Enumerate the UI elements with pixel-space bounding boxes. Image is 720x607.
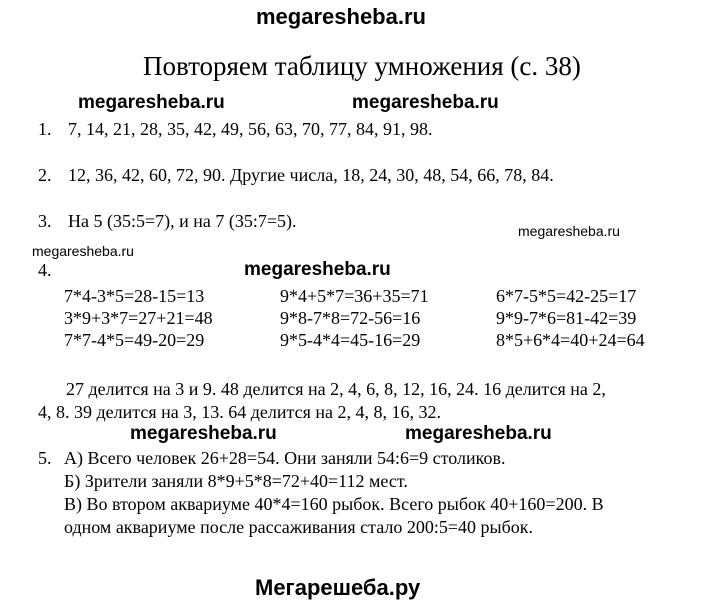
equation: 9*9-7*6=81-42=39 [496, 308, 637, 328]
equation: 9*5-4*4=45-16=29 [280, 330, 421, 350]
list-item [38, 164, 554, 186]
item-number: 2. [38, 165, 52, 185]
watermark: megaresheba.ru [32, 243, 134, 259]
equation: 7*4-3*5=28-15=13 [64, 286, 205, 306]
equation: 7*7-4*5=49-20=29 [64, 330, 205, 350]
watermark-header: megaresheba.ru [256, 4, 426, 29]
list-item [38, 210, 297, 232]
equation: 3*9+3*7=27+21=48 [64, 308, 213, 328]
task5-line: одном аквариуме после рассаживания стало 200:5=40 рыбок. [64, 517, 534, 537]
item-number: 3. [38, 211, 52, 231]
divisibility-line: 27 делится на 3 и 9. 48 делится на 2, 4, 6, 8, 12, 16, 24. 16 делится на 2, [66, 379, 606, 399]
watermark: megaresheba.ru [352, 92, 499, 113]
equation: 9*4+5*7=36+35=71 [280, 286, 429, 306]
watermark: megaresheba.ru [518, 223, 620, 239]
task5-line: А) Всего человек 26+28=54. Они заняли 54:6=9 столиков. [64, 448, 506, 468]
item-number: 4. [38, 260, 52, 280]
task5-line: Б) Зрители заняли 8*9+5*8=72+40=112 мест. [64, 471, 408, 491]
item-number: 5. [38, 448, 52, 468]
equation: 6*7-5*5=42-25=17 [496, 286, 637, 306]
task5-line: В) Во втором аквариуме 40*4=160 рыбок. Всего рыбок 40+160=200. В [64, 494, 604, 514]
watermark: megaresheba.ru [130, 423, 277, 444]
divisibility-line: 4, 8. 39 делится на 3, 13. 64 делится на 2, 4, 8, 16, 32. [38, 402, 441, 422]
item-text: 12, 36, 42, 60, 72, 90. Другие числа, 18, 24, 30, 48, 54, 66, 78, 84. [68, 165, 554, 185]
list-item [38, 118, 433, 140]
watermark: megaresheba.ru [78, 92, 225, 113]
equation: 8*5+6*4=40+24=64 [496, 330, 645, 350]
item-text: 7, 14, 21, 28, 35, 42, 49, 56, 63, 70, 77, 84, 91, 98. [68, 119, 433, 139]
watermark-footer: Мегарешеба.ру [255, 575, 421, 600]
watermark: megaresheba.ru [405, 423, 552, 444]
item-text: На 5 (35:5=7), и на 7 (35:7=5). [68, 211, 297, 231]
equation: 9*8-7*8=72-56=16 [280, 308, 421, 328]
page-title: Повторяем таблицу умножения (с. 38) [143, 51, 581, 81]
watermark: megaresheba.ru [244, 259, 391, 280]
item-number: 1. [38, 119, 52, 139]
